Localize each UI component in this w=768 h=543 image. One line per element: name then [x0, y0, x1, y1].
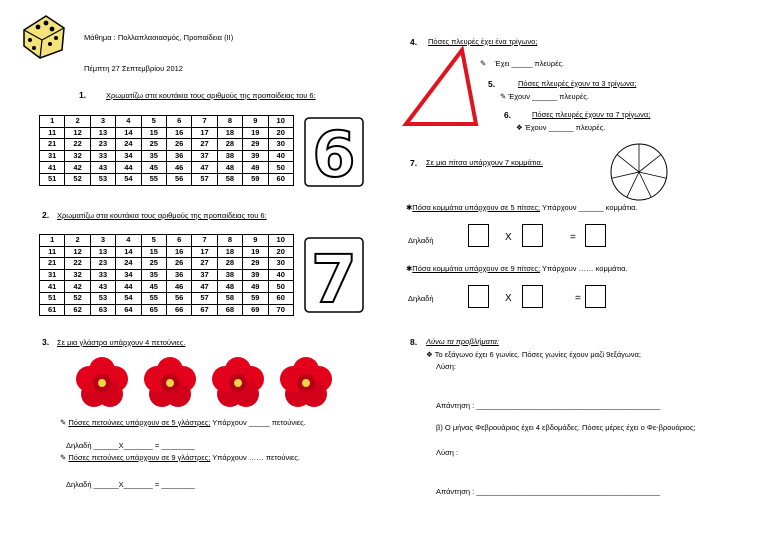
- grid-cell[interactable]: 8: [217, 116, 242, 128]
- grid-cell[interactable]: 3: [90, 235, 115, 247]
- grid-cell[interactable]: 39: [243, 269, 268, 281]
- ex7-dilady-2: Δηλαδή: [408, 294, 434, 303]
- subject-title: Μάθημα : Πολλαπλασιασμός, Προπαίδεια (ΙΙ): [84, 33, 234, 42]
- grid-cell[interactable]: 41: [40, 281, 65, 293]
- grid-cell[interactable]: 43: [90, 162, 115, 174]
- big-seven-digit: 7: [311, 241, 357, 314]
- grid-cell[interactable]: 4: [116, 235, 141, 247]
- grid-cell[interactable]: 5: [141, 116, 166, 128]
- grid-cell[interactable]: 15: [141, 246, 166, 258]
- grid-cell[interactable]: 15: [141, 127, 166, 139]
- ex5-answer: [500, 92, 589, 101]
- grid-cell[interactable]: 18: [217, 127, 242, 139]
- grid-cell[interactable]: 26: [166, 258, 191, 270]
- grid-cell[interactable]: 38: [217, 150, 242, 162]
- grid-cell[interactable]: 9: [243, 116, 268, 128]
- grid-cell[interactable]: 29: [243, 139, 268, 151]
- grid-cell[interactable]: 21: [40, 139, 65, 151]
- grid-row: [40, 281, 294, 293]
- ex5-title: Πόσες πλευρές έχουν τα 3 τρίγωνα;: [518, 79, 637, 88]
- ex1-number-grid: [39, 115, 294, 186]
- grid-cell[interactable]: 34: [116, 269, 141, 281]
- grid-cell[interactable]: 60: [268, 173, 293, 185]
- ex8-title-text: Λύνω τα προβλήματα:: [426, 337, 499, 346]
- equals-sign: =: [570, 232, 576, 243]
- grid-cell[interactable]: 55: [141, 173, 166, 185]
- grid-cell[interactable]: 30: [268, 139, 293, 151]
- ex3-question-1: [60, 418, 306, 427]
- grid-cell[interactable]: 36: [166, 269, 191, 281]
- grid-cell[interactable]: 13: [90, 127, 115, 139]
- ex7-q1-rest: Υπάρχουν ______ κομμάτια.: [540, 203, 638, 212]
- grid-cell[interactable]: 10: [268, 116, 293, 128]
- grid-cell[interactable]: 54: [116, 173, 141, 185]
- pen-icon: ✎: [60, 418, 67, 427]
- grid-cell[interactable]: 28: [217, 139, 242, 151]
- grid-cell[interactable]: 10: [268, 235, 293, 247]
- grid-cell[interactable]: 70: [268, 304, 293, 316]
- ex4-title: Πόσες πλευρές έχει ένα τρίγωνο;: [428, 37, 538, 46]
- grid-cell[interactable]: 31: [40, 150, 65, 162]
- petunia-2: [144, 357, 196, 407]
- grid-cell[interactable]: 47: [192, 162, 217, 174]
- grid-cell[interactable]: 41: [40, 162, 65, 174]
- grid-cell[interactable]: 57: [192, 173, 217, 185]
- ex8-answer-line-2[interactable]: Απάντηση : ____________________________________________: [436, 487, 660, 496]
- triangle-illustration: [400, 46, 480, 130]
- grid-cell[interactable]: 14: [116, 246, 141, 258]
- grid-cell[interactable]: 32: [65, 269, 90, 281]
- ex7-q1-label: Πόσα κομμάτια υπάρχουν σε 5 πίτσες;: [412, 203, 541, 212]
- grid-cell[interactable]: 46: [166, 281, 191, 293]
- grid-cell[interactable]: 8: [217, 235, 242, 247]
- ex8-solution-label-2: Λύση :: [436, 448, 459, 457]
- petunia-1: [76, 357, 128, 407]
- ex7-dilady-1: Δηλαδή: [408, 236, 434, 245]
- ex7-q2-label: Πόσα κομμάτια υπάρχουν σε 9 πίτσες;: [412, 264, 541, 273]
- ex3-line-2: Δηλαδή ______Χ_______ = ________: [66, 480, 195, 489]
- grid-cell[interactable]: 51: [40, 292, 65, 304]
- ex3-question-2: [60, 453, 300, 462]
- grid-cell[interactable]: 26: [166, 139, 191, 151]
- ex8-number: 8.: [410, 337, 418, 347]
- grid-cell[interactable]: 19: [243, 246, 268, 258]
- grid-cell[interactable]: 37: [192, 269, 217, 281]
- grid-cell[interactable]: 59: [243, 173, 268, 185]
- grid-row: [40, 150, 294, 162]
- ex7-box-1a[interactable]: [468, 224, 489, 247]
- grid-cell[interactable]: 16: [166, 127, 191, 139]
- grid-cell[interactable]: 44: [116, 281, 141, 293]
- diamond-bullet-icon: ❖: [426, 350, 433, 359]
- grid-cell[interactable]: 32: [65, 150, 90, 162]
- grid-cell[interactable]: 27: [192, 139, 217, 151]
- grid-cell[interactable]: 48: [217, 162, 242, 174]
- grid-cell[interactable]: 46: [166, 162, 191, 174]
- grid-cell[interactable]: 40: [268, 269, 293, 281]
- ex8-solution-label-1: Λύση:: [436, 362, 456, 371]
- ex6-answer: [516, 123, 605, 132]
- grid-cell[interactable]: 20: [268, 246, 293, 258]
- ex7-question-1: [406, 203, 638, 212]
- ex7-box-2c[interactable]: [585, 285, 606, 308]
- grid-cell[interactable]: 25: [141, 258, 166, 270]
- grid-cell[interactable]: 44: [116, 162, 141, 174]
- grid-cell[interactable]: 35: [141, 269, 166, 281]
- ex7-box-2b[interactable]: [522, 285, 543, 308]
- grid-row: [40, 173, 294, 185]
- diamond-bullet-icon: ❖: [516, 123, 523, 132]
- pizza-icon: [608, 141, 670, 203]
- grid-cell[interactable]: 31: [40, 269, 65, 281]
- pen-icon: ✎: [500, 92, 507, 101]
- ex1-title: Χρωματίζω στα κουτάκια τους αριθμούς της προπαίδειας του 6:: [106, 91, 316, 100]
- grid-row: [40, 235, 294, 247]
- grid-cell[interactable]: 68: [217, 304, 242, 316]
- grid-row: [40, 139, 294, 151]
- grid-cell[interactable]: 21: [40, 258, 65, 270]
- grid-cell[interactable]: 28: [217, 258, 242, 270]
- ex7-box-2a[interactable]: [468, 285, 489, 308]
- grid-cell[interactable]: 57: [192, 292, 217, 304]
- grid-cell[interactable]: 25: [141, 139, 166, 151]
- grid-row: [40, 246, 294, 258]
- ex5-number: 5.: [488, 79, 496, 89]
- big-six-illustration: [303, 116, 365, 188]
- equals-sign: =: [575, 293, 581, 304]
- grid-cell[interactable]: 35: [141, 150, 166, 162]
- grid-cell[interactable]: 53: [90, 173, 115, 185]
- grid-cell[interactable]: 50: [268, 162, 293, 174]
- star-bullet-icon: ✱: [406, 264, 413, 273]
- grid-cell[interactable]: 43: [90, 281, 115, 293]
- grid-cell[interactable]: 24: [116, 258, 141, 270]
- grid-cell[interactable]: 4: [116, 116, 141, 128]
- grid-cell[interactable]: 24: [116, 139, 141, 151]
- grid-cell[interactable]: 1: [40, 235, 65, 247]
- big-seven-illustration: [303, 236, 365, 314]
- grid-row: [40, 116, 294, 128]
- ex3-line-1: Δηλαδή ______Χ_______ = ________: [66, 441, 195, 450]
- ex3-q2-rest: Υπάρχουν …… πετούνιες.: [210, 453, 300, 462]
- grid-cell[interactable]: 17: [192, 127, 217, 139]
- pen-icon: ✎: [480, 59, 487, 68]
- grid-cell[interactable]: 40: [268, 150, 293, 162]
- petunia-3: [212, 357, 264, 407]
- flowers-illustration: [70, 355, 340, 411]
- ex3-q2-label: Πόσες πετούνιες υπάρχουν σε 9 γλάστρες;: [68, 453, 211, 462]
- grid-cell[interactable]: 54: [116, 292, 141, 304]
- ex7-box-1b[interactable]: [522, 224, 543, 247]
- grid-cell[interactable]: 42: [65, 281, 90, 293]
- ex1-number: 1.: [79, 90, 87, 100]
- grid-cell[interactable]: 58: [217, 173, 242, 185]
- ex3-number: 3.: [42, 337, 50, 347]
- grid-cell[interactable]: 11: [40, 127, 65, 139]
- grid-cell[interactable]: 59: [243, 292, 268, 304]
- ex7-box-1c[interactable]: [585, 224, 606, 247]
- ex8-problem-a: [426, 350, 641, 359]
- grid-cell[interactable]: 63: [90, 304, 115, 316]
- grid-row: [40, 258, 294, 270]
- grid-cell[interactable]: 3: [90, 116, 115, 128]
- grid-cell[interactable]: 52: [65, 173, 90, 185]
- grid-cell[interactable]: 62: [65, 304, 90, 316]
- grid-cell[interactable]: 56: [166, 292, 191, 304]
- pen-icon: ✎: [60, 453, 67, 462]
- grid-cell[interactable]: 33: [90, 150, 115, 162]
- grid-cell[interactable]: 53: [90, 292, 115, 304]
- grid-cell[interactable]: 39: [243, 150, 268, 162]
- grid-cell[interactable]: 60: [268, 292, 293, 304]
- grid-cell[interactable]: 18: [217, 246, 242, 258]
- date: Πέμπτη 27 Σεπτεμβρίου 2012: [84, 64, 183, 73]
- ex3-q1-label: Πόσες πετούνιες υπάρχουν σε 5 γλάστρες;: [68, 418, 211, 427]
- grid-cell[interactable]: 66: [166, 304, 191, 316]
- grid-cell[interactable]: 45: [141, 162, 166, 174]
- grid-cell[interactable]: 6: [166, 116, 191, 128]
- ex3-q1-rest: Υπάρχουν _____ πετούνιες.: [210, 418, 306, 427]
- grid-cell[interactable]: 27: [192, 258, 217, 270]
- ex4-answer-text: Έχει _____ πλευρές.: [494, 59, 565, 68]
- grid-cell[interactable]: 50: [268, 281, 293, 293]
- ex4-number: 4.: [410, 37, 418, 47]
- grid-row: [40, 162, 294, 174]
- grid-cell[interactable]: 45: [141, 281, 166, 293]
- grid-cell[interactable]: 67: [192, 304, 217, 316]
- grid-cell[interactable]: 37: [192, 150, 217, 162]
- grid-cell[interactable]: 22: [65, 139, 90, 151]
- ex3-title: Σε μια γλάστρα υπάρχουν 4 πετούνιες.: [57, 338, 186, 347]
- grid-cell[interactable]: 65: [141, 304, 166, 316]
- ex2-title: Χρωματίζω στα κουτάκια τους αριθμούς της προπαίδειας του 6:: [57, 211, 267, 220]
- ex7-title: Σε μια πίτσα υπάρχουν 7 κομμάτια.: [426, 158, 543, 167]
- grid-cell[interactable]: 61: [40, 304, 65, 316]
- grid-cell[interactable]: 20: [268, 127, 293, 139]
- grid-cell[interactable]: 19: [243, 127, 268, 139]
- grid-cell[interactable]: 17: [192, 246, 217, 258]
- grid-cell[interactable]: 9: [243, 235, 268, 247]
- ex6-number: 6.: [504, 110, 512, 120]
- grid-cell[interactable]: 38: [217, 269, 242, 281]
- ex6-answer-text: Έχουν ______ πλευρές.: [524, 123, 606, 132]
- star-bullet-icon: ✱: [406, 203, 413, 212]
- ex4-answer: [480, 59, 564, 68]
- grid-cell[interactable]: 29: [243, 258, 268, 270]
- grid-cell[interactable]: 55: [141, 292, 166, 304]
- grid-cell[interactable]: 49: [243, 162, 268, 174]
- ex8-a-text: Το εξάγωνο έχει 6 γωνίες. Πόσες γωνίες έχουν μαζί 9εξάγωνα;: [434, 350, 641, 359]
- grid-cell[interactable]: 23: [90, 139, 115, 151]
- dice-icon: [18, 10, 68, 62]
- grid-cell[interactable]: 36: [166, 150, 191, 162]
- ex8-problem-b: β) Ο μήνας Φεβρουάριος έχει 4 εβδομάδες. Πόσες μέρες έχει ο Φε-βρουάριος;: [436, 423, 696, 432]
- grid-cell[interactable]: 5: [141, 235, 166, 247]
- grid-row: [40, 292, 294, 304]
- grid-cell[interactable]: 2: [65, 116, 90, 128]
- grid-cell[interactable]: 30: [268, 258, 293, 270]
- grid-cell[interactable]: 33: [90, 269, 115, 281]
- grid-cell[interactable]: 47: [192, 281, 217, 293]
- grid-cell[interactable]: 6: [166, 235, 191, 247]
- grid-cell[interactable]: 23: [90, 258, 115, 270]
- ex8-answer-line-1[interactable]: Απάντηση : ____________________________________________: [436, 401, 660, 410]
- grid-cell[interactable]: 48: [217, 281, 242, 293]
- grid-cell[interactable]: 12: [65, 127, 90, 139]
- grid-row: [40, 269, 294, 281]
- times-sign: Χ: [505, 232, 512, 243]
- grid-cell[interactable]: 64: [116, 304, 141, 316]
- grid-cell[interactable]: 1: [40, 116, 65, 128]
- ex6-title: Πόσες πλευρές έχουν τα 7 τρίγωνα;: [532, 110, 651, 119]
- grid-cell[interactable]: 11: [40, 246, 65, 258]
- times-sign: Χ: [505, 293, 512, 304]
- ex2-number: 2.: [42, 210, 50, 220]
- ex7-question-2: [406, 264, 628, 273]
- ex7-number: 7.: [410, 158, 418, 168]
- grid-cell[interactable]: 14: [116, 127, 141, 139]
- grid-cell[interactable]: 69: [243, 304, 268, 316]
- grid-cell[interactable]: 12: [65, 246, 90, 258]
- grid-cell[interactable]: 51: [40, 173, 65, 185]
- ex8-title: [426, 337, 499, 346]
- ex2-number-grid: [39, 234, 294, 316]
- grid-cell[interactable]: 2: [65, 235, 90, 247]
- ex7-q2-rest: Υπάρχουν …… κομμάτια.: [540, 264, 628, 273]
- grid-cell[interactable]: 58: [217, 292, 242, 304]
- grid-cell[interactable]: 52: [65, 292, 90, 304]
- grid-row: [40, 127, 294, 139]
- grid-cell[interactable]: 22: [65, 258, 90, 270]
- grid-cell[interactable]: 49: [243, 281, 268, 293]
- grid-cell[interactable]: 13: [90, 246, 115, 258]
- ex5-answer-text: Έχουν ______ πλευρές.: [508, 92, 589, 101]
- grid-cell[interactable]: 7: [192, 235, 217, 247]
- grid-cell[interactable]: 56: [166, 173, 191, 185]
- grid-cell[interactable]: 42: [65, 162, 90, 174]
- big-six-digit: 6: [312, 118, 356, 188]
- petunia-4: [280, 357, 332, 407]
- grid-cell[interactable]: 34: [116, 150, 141, 162]
- grid-row: [40, 304, 294, 316]
- grid-cell[interactable]: 16: [166, 246, 191, 258]
- grid-cell[interactable]: 7: [192, 116, 217, 128]
